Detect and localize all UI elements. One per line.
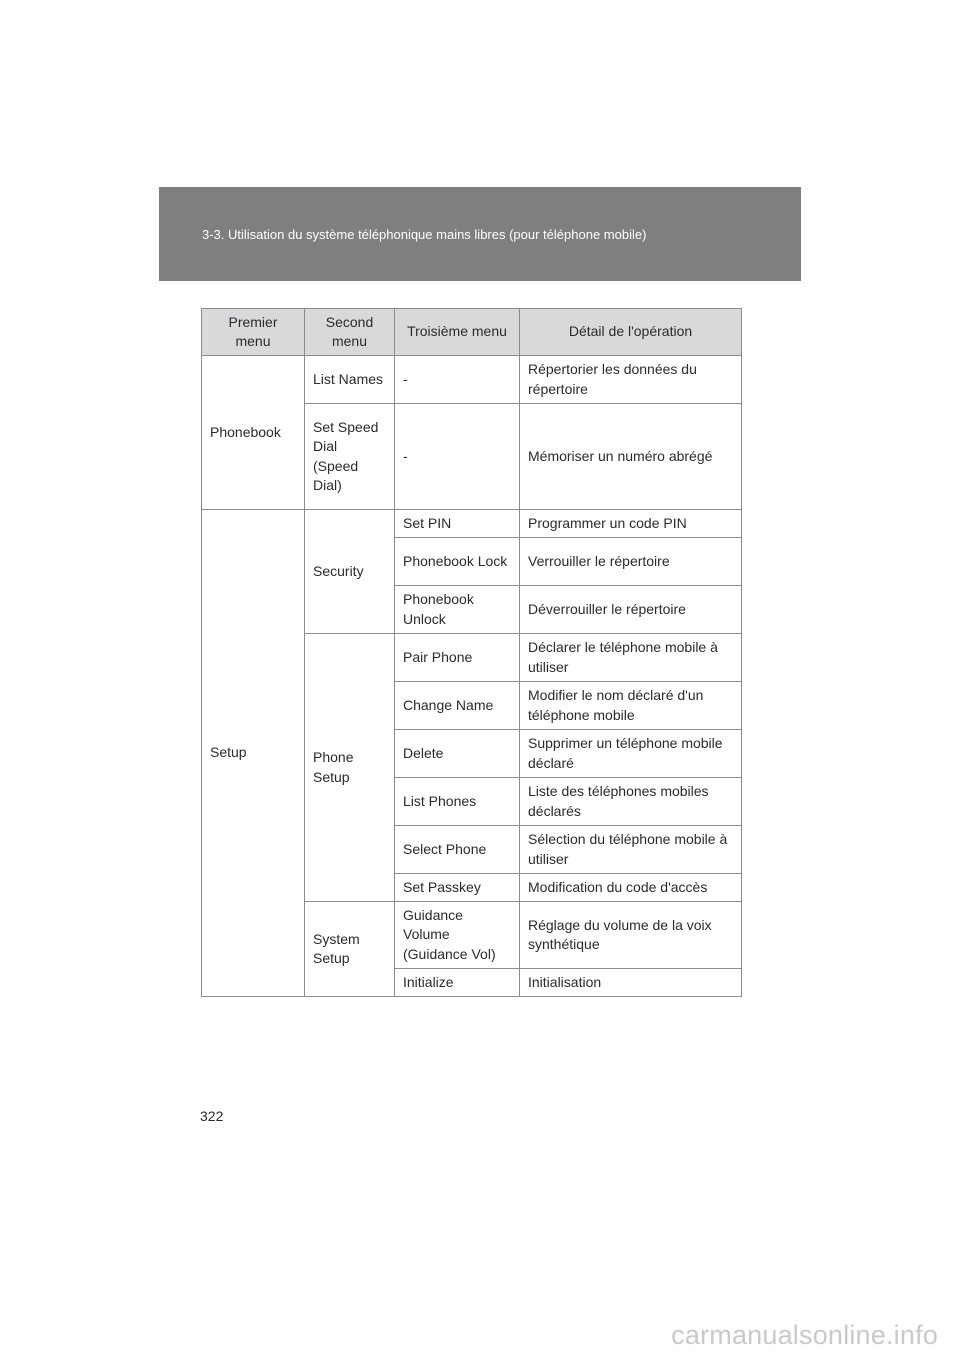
troisieme-menu-cell: Delete: [395, 730, 520, 778]
second-menu-cell: Set Speed Dial (Speed Dial): [305, 404, 395, 510]
header-troisieme-menu: Troisième menu: [395, 309, 520, 356]
menu-table: [201, 308, 742, 997]
detail-cell: Déverrouiller le répertoire: [520, 586, 742, 634]
detail-cell: Sélection du téléphone mobile à utiliser: [520, 826, 742, 874]
detail-cell: Répertorier les données du répertoire: [520, 356, 742, 404]
header-premier-menu: Premier menu: [202, 309, 305, 356]
second-menu-cell: System Setup: [305, 902, 395, 997]
detail-cell: Modifier le nom déclaré d'un téléphone mobile: [520, 682, 742, 730]
detail-cell: Initialisation: [520, 969, 742, 997]
troisieme-menu-cell: Change Name: [395, 682, 520, 730]
detail-cell: Programmer un code PIN: [520, 510, 742, 538]
second-menu-cell: Phone Setup: [305, 634, 395, 902]
watermark: carmanualsonline.info: [671, 1320, 938, 1350]
second-menu-cell: Security: [305, 510, 395, 634]
troisieme-menu-cell: Phonebook Lock: [395, 538, 520, 586]
troisieme-menu-cell: Pair Phone: [395, 634, 520, 682]
table-row: [202, 356, 742, 404]
page-number: 322: [200, 1108, 224, 1124]
detail-cell: Verrouiller le répertoire: [520, 538, 742, 586]
header-second-menu: Second menu: [305, 309, 395, 356]
section-header-band: [159, 187, 801, 281]
detail-cell: Déclarer le téléphone mobile à utiliser: [520, 634, 742, 682]
detail-cell: Modification du code d'accès: [520, 874, 742, 902]
premier-menu-cell: Phonebook: [202, 356, 305, 510]
troisieme-menu-cell: -: [395, 356, 520, 404]
detail-cell: Liste des téléphones mobiles déclarés: [520, 778, 742, 826]
troisieme-menu-cell: -: [395, 404, 520, 510]
table-header-row: [202, 309, 742, 356]
troisieme-menu-cell: Initialize: [395, 969, 520, 997]
troisieme-menu-cell: Set PIN: [395, 510, 520, 538]
troisieme-menu-cell: Set Passkey: [395, 874, 520, 902]
detail-cell: Supprimer un téléphone mobile déclaré: [520, 730, 742, 778]
troisieme-menu-cell: List Phones: [395, 778, 520, 826]
header-detail-operation: Détail de l'opération: [520, 309, 742, 356]
table-row: [202, 510, 742, 538]
troisieme-menu-cell: Select Phone: [395, 826, 520, 874]
second-menu-cell: List Names: [305, 356, 395, 404]
troisieme-menu-cell: Guidance Volume (Guidance Vol): [395, 902, 520, 969]
detail-cell: Réglage du volume de la voix synthétique: [520, 902, 742, 969]
troisieme-menu-cell: Phonebook Unlock: [395, 586, 520, 634]
detail-cell: Mémoriser un numéro abrégé: [520, 404, 742, 510]
premier-menu-cell: Setup: [202, 510, 305, 997]
section-title: 3-3. Utilisation du système téléphonique mains libres (pour téléphone mobile): [202, 227, 647, 242]
